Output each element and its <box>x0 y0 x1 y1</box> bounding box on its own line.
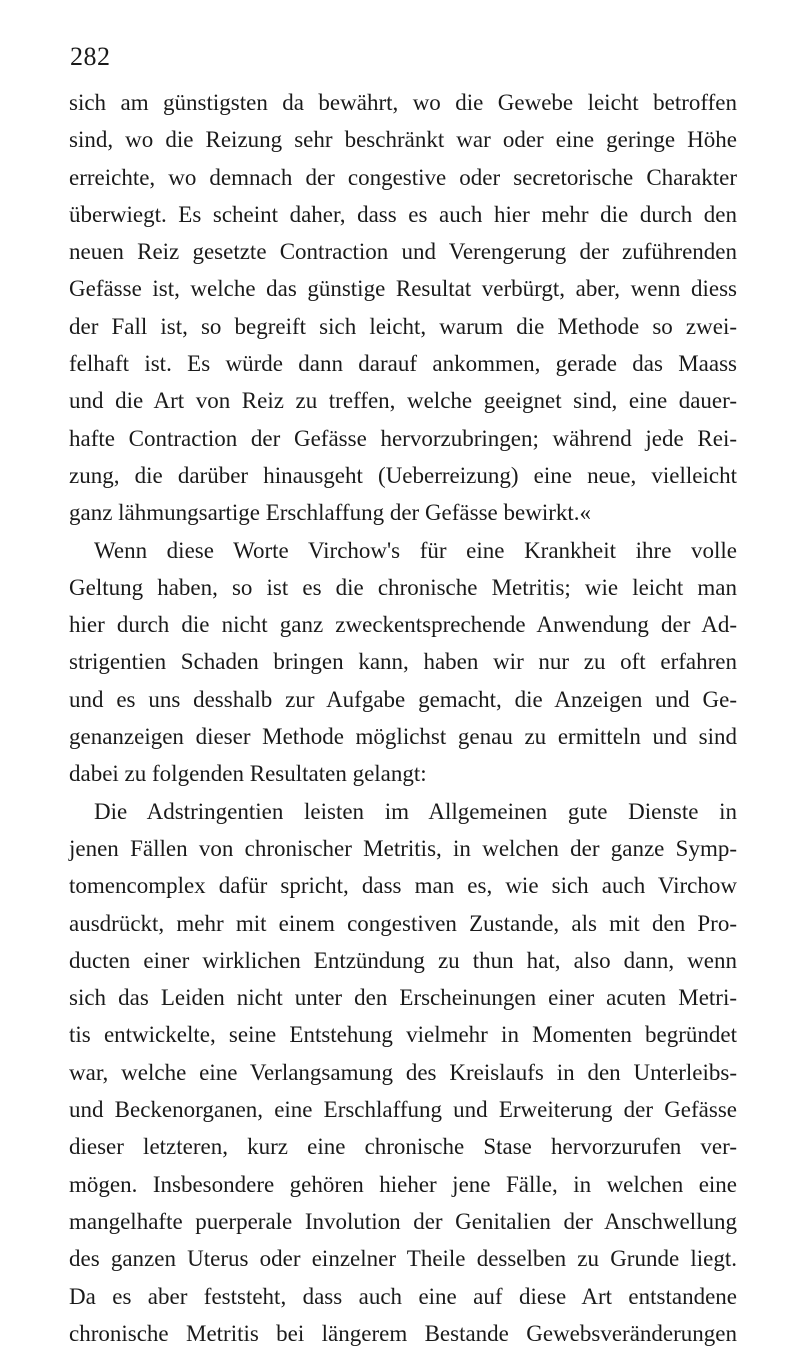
text-line: tis entwickelte, seine Entstehung vielmehr in Momenten begründet <box>69 1022 737 1048</box>
text-line: mangelhafte puerperale Involution der Genitalien der Anschwellung <box>69 1208 737 1234</box>
page-number: 282 <box>70 42 111 71</box>
text-line: Die Adstringentien leisten im Allgemeinen gute Dienste in <box>94 798 737 824</box>
text-line: ducten einer wirklichen Entzündung zu thun hat, also dann, wenn <box>69 947 737 973</box>
text-line: war, welche eine Verlangsamung des Kreislaufs in den Unterleibs- <box>69 1059 737 1085</box>
text-line: jenen Fällen von chronischer Metritis, in welchen der ganze Symp- <box>69 835 737 861</box>
text-line: hier durch die nicht ganz zweckentsprechende Anwendung der Ad- <box>69 612 737 638</box>
text-line: sich am günstigsten da bewährt, wo die Gewebe leicht betroffen <box>69 90 737 115</box>
text-line: ganz lähmungsartige Erschlaffung der Gefässe bewirkt.« <box>69 500 592 526</box>
text-line: sind, wo die Reizung sehr beschränkt war oder eine geringe Höhe <box>69 127 737 153</box>
text-line: der Fall ist, so begreift sich leicht, warum die Methode so zwei- <box>69 313 737 339</box>
text-line: zung, die darüber hinausgeht (Ueberreizung) eine neue, vielleicht <box>69 462 737 488</box>
text-line: und Beckenorganen, eine Erschlaffung und Erweiterung der Gefässe <box>69 1097 737 1123</box>
text-line: Da es aber feststeht, dass auch eine auf diese Art entstandene <box>69 1283 737 1309</box>
text-line: felhaft ist. Es würde dann darauf ankommen, gerade das Maass <box>69 351 737 377</box>
text-line: neuen Reiz gesetzte Contraction und Verengerung der zuführenden <box>69 239 737 265</box>
body-text <box>69 84 737 1352</box>
text-line: genanzeigen dieser Methode möglichst genau zu ermitteln und sind <box>69 724 737 750</box>
text-line: erreichte, wo demnach der congestive oder secretorische Charakter <box>69 164 737 190</box>
text-line: chronische Metritis bei längerem Bestande Gewebsveränderungen <box>69 1320 737 1346</box>
text-line: strigentien Schaden bringen kann, haben wir nur zu oft erfahren <box>69 649 737 675</box>
text-line: Geltung haben, so ist es die chronische Metritis; wie leicht man <box>69 574 737 600</box>
text-line: und die Art von Reiz zu treffen, welche geeignet sind, eine dauer- <box>69 388 737 414</box>
text-line: dabei zu folgenden Resultaten gelangt: <box>69 761 427 787</box>
text-line: Wenn diese Worte Virchow's für eine Krankheit ihre volle <box>94 537 737 563</box>
text-line: des ganzen Uterus oder einzelner Theile desselben zu Grunde liegt. <box>69 1246 737 1272</box>
text-line: überwiegt. Es scheint daher, dass es auch hier mehr die durch den <box>69 201 737 227</box>
text-line: Gefässe ist, welche das günstige Resultat verbürgt, aber, wenn diess <box>69 276 737 302</box>
text-line: hafte Contraction der Gefässe hervorzubringen; während jede Rei- <box>69 425 737 451</box>
text-line: ausdrückt, mehr mit einem congestiven Zustande, als mit den Pro- <box>69 910 737 936</box>
text-line: dieser letzteren, kurz eine chronische Stase hervorzurufen ver- <box>69 1134 737 1160</box>
text-line: und es uns desshalb zur Aufgabe gemacht, die Anzeigen und Ge- <box>69 686 737 712</box>
text-line: mögen. Insbesondere gehören hieher jene Fälle, in welchen eine <box>69 1171 737 1197</box>
text-line: tomencomplex dafür spricht, dass man es, wie sich auch Virchow <box>69 873 737 899</box>
text-line: sich das Leiden nicht unter den Erscheinungen einer acuten Metri- <box>69 985 737 1011</box>
